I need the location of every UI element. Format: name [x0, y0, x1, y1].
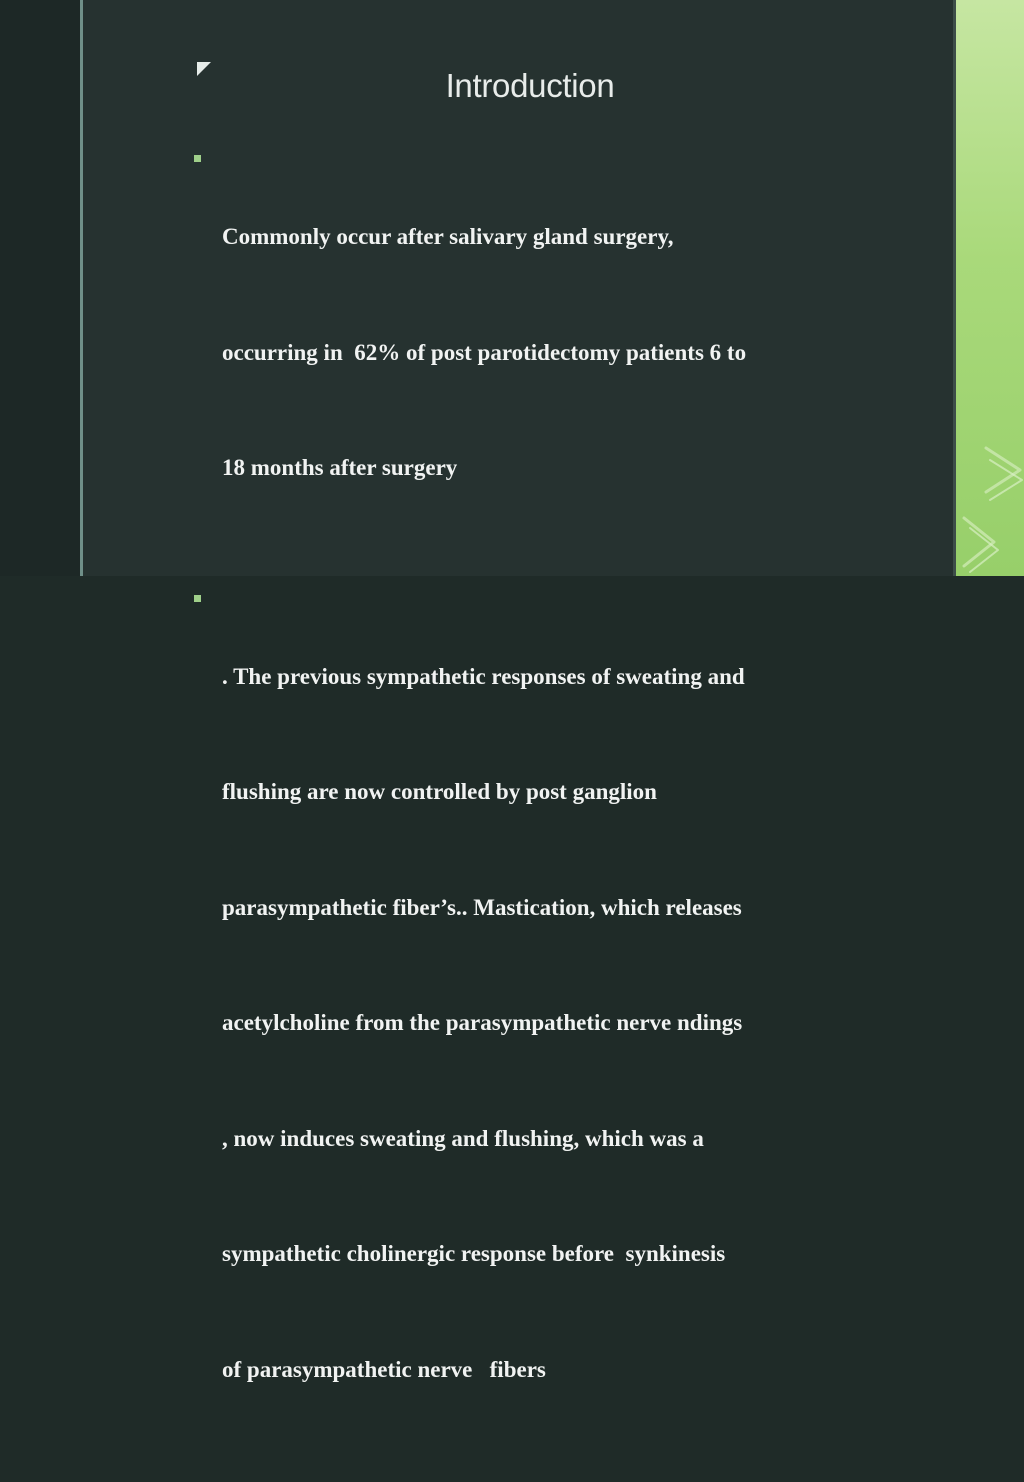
- bullet-item: [190, 141, 850, 565]
- bullet-line: Commonly occur after salivary gland surgery,: [222, 224, 674, 249]
- bullet-line: parasympathetic fiber’s.. Mastication, which releases: [222, 894, 742, 920]
- bullet-line: occurring in 62% of post parotidectomy patients 6 to: [222, 339, 747, 365]
- slide-title: Introduction: [445, 67, 615, 104]
- bullet-list: [190, 141, 850, 1482]
- bullet-line: of parasympathetic nerve fibers: [222, 1356, 546, 1382]
- left-divider: [80, 0, 83, 576]
- bullet-line: , now induces sweating and flushing, which was a: [222, 1125, 704, 1151]
- triangle-corner-icon: [197, 62, 211, 76]
- bullet-line: acetylcholine from the parasympathetic nerve ndings: [222, 1010, 743, 1035]
- square-bullet-icon: [194, 155, 201, 162]
- bullet-text: [222, 581, 850, 1467]
- bullet-line: sympathetic cholinergic response before synkinesis: [222, 1241, 726, 1266]
- bullet-line: 18 months after surgery: [222, 455, 458, 480]
- left-band: [0, 0, 80, 576]
- bullet-line: . The previous sympathetic responses of sweating and: [222, 663, 745, 689]
- bullet-text: [222, 141, 850, 565]
- bullet-item: [190, 581, 850, 1467]
- chevron-pattern-icon: [956, 430, 1024, 576]
- square-bullet-icon: [194, 595, 201, 602]
- bullet-line: flushing are now controlled by post ganglion: [222, 779, 657, 804]
